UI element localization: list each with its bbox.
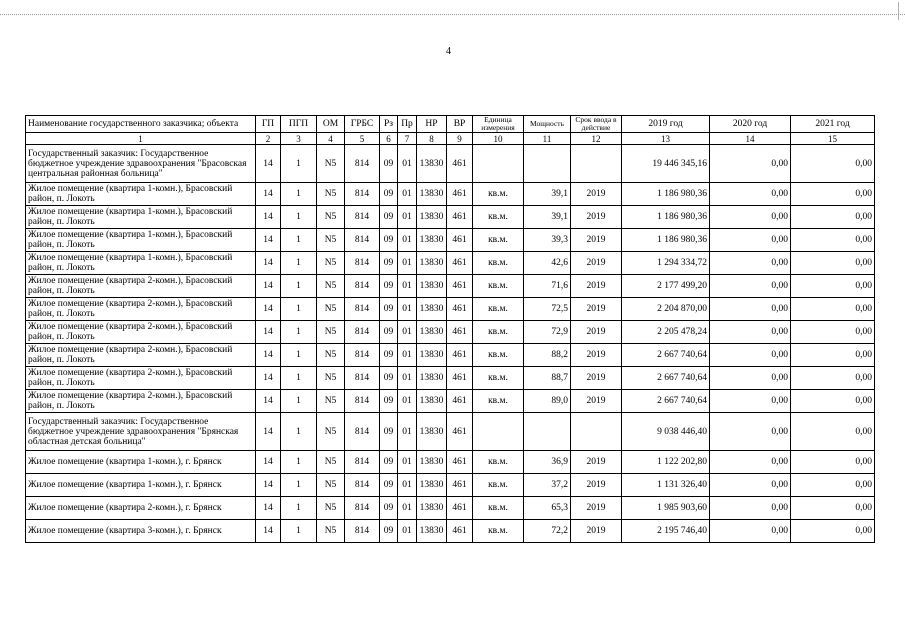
cell-2020: 0,00: [710, 367, 791, 390]
cell-2021: 0,00: [791, 321, 875, 344]
header-grbs: ГРБС: [345, 116, 380, 133]
cell-grbs: 814: [345, 183, 380, 206]
cell-nr: 13830: [417, 229, 447, 252]
header-2020: 2020 год: [710, 116, 791, 133]
cell-pr: 01: [398, 520, 417, 543]
cell-om: N5: [317, 229, 345, 252]
cell-2019: 1 122 202,80: [622, 451, 710, 474]
cell-grbs: 814: [345, 520, 380, 543]
cell-unit: кв.м.: [473, 520, 524, 543]
cell-gp: 14: [256, 474, 281, 497]
cell-power: 89,0: [524, 390, 571, 413]
cell-vr: 461: [447, 413, 473, 451]
page-number: 4: [446, 46, 451, 57]
cell-pr: 01: [398, 321, 417, 344]
cell-pr: 01: [398, 275, 417, 298]
cell-rz: 09: [380, 321, 398, 344]
table-row: [26, 183, 875, 206]
cell-rz: 09: [380, 252, 398, 275]
cell-rz: 09: [380, 206, 398, 229]
column-number: 9: [447, 133, 473, 145]
table-row: [26, 229, 875, 252]
cell-2019: 1 186 980,36: [622, 229, 710, 252]
cell-unit: [473, 413, 524, 451]
cell-gp: 14: [256, 321, 281, 344]
cell-rz: 09: [380, 298, 398, 321]
cell-grbs: 814: [345, 451, 380, 474]
cell-term: 2019: [571, 275, 622, 298]
cell-2020: 0,00: [710, 183, 791, 206]
cell-2020: 0,00: [710, 298, 791, 321]
table-row: [26, 298, 875, 321]
cell-nr: 13830: [417, 145, 447, 183]
cell-pgp: 1: [281, 520, 317, 543]
cell-power: 88,7: [524, 367, 571, 390]
column-number: 14: [710, 133, 791, 145]
cell-unit: кв.м.: [473, 252, 524, 275]
cell-grbs: 814: [345, 206, 380, 229]
table-row: [26, 367, 875, 390]
table-row: [26, 275, 875, 298]
cell-unit: кв.м.: [473, 451, 524, 474]
cell-pr: 01: [398, 497, 417, 520]
cell-nr: 13830: [417, 298, 447, 321]
cell-pr: 01: [398, 206, 417, 229]
cell-om: N5: [317, 344, 345, 367]
budget-table: [25, 115, 875, 543]
header-power: Мощность: [524, 116, 571, 133]
cell-pgp: 1: [281, 298, 317, 321]
header-term: Срок ввода в действие: [571, 116, 622, 133]
cell-2020: 0,00: [710, 229, 791, 252]
column-number: 3: [281, 133, 317, 145]
customer-group-row: [26, 413, 875, 451]
cell-pr: 01: [398, 413, 417, 451]
cell-nr: 13830: [417, 275, 447, 298]
cell-gp: 14: [256, 275, 281, 298]
cell-2021: 0,00: [791, 474, 875, 497]
cell-vr: 461: [447, 390, 473, 413]
table-row: [26, 206, 875, 229]
column-number: 15: [791, 133, 875, 145]
cell-2019: 19 446 345,16: [622, 145, 710, 183]
cell-vr: 461: [447, 321, 473, 344]
header-row: [26, 116, 875, 133]
cell-om: N5: [317, 520, 345, 543]
table-row: [26, 520, 875, 543]
scan-artifact-mark: [898, 2, 899, 20]
cell-term: 2019: [571, 344, 622, 367]
cell-2020: 0,00: [710, 321, 791, 344]
cell-power: [524, 145, 571, 183]
cell-gp: 14: [256, 390, 281, 413]
cell-power: 71,6: [524, 275, 571, 298]
cell-power: 39,1: [524, 206, 571, 229]
cell-vr: 461: [447, 367, 473, 390]
cell-power: 37,2: [524, 474, 571, 497]
cell-term: 2019: [571, 520, 622, 543]
cell-power: 65,3: [524, 497, 571, 520]
cell-vr: 461: [447, 344, 473, 367]
cell-term: 2019: [571, 390, 622, 413]
cell-2020: 0,00: [710, 520, 791, 543]
cell-term: 2019: [571, 206, 622, 229]
cell-pgp: 1: [281, 275, 317, 298]
cell-rz: 09: [380, 145, 398, 183]
cell-pgp: 1: [281, 229, 317, 252]
table-row: [26, 497, 875, 520]
column-number: 7: [398, 133, 417, 145]
cell-om: N5: [317, 183, 345, 206]
cell-pgp: 1: [281, 206, 317, 229]
cell-unit: кв.м.: [473, 275, 524, 298]
cell-gp: 14: [256, 145, 281, 183]
row-name: Жилое помещение (квартира 1-комн.), Брасовский район, п. Локоть: [26, 252, 256, 275]
cell-rz: 09: [380, 367, 398, 390]
cell-nr: 13830: [417, 367, 447, 390]
cell-gp: 14: [256, 206, 281, 229]
cell-rz: 09: [380, 451, 398, 474]
cell-pgp: 1: [281, 321, 317, 344]
cell-2021: 0,00: [791, 520, 875, 543]
cell-pgp: 1: [281, 451, 317, 474]
cell-gp: 14: [256, 413, 281, 451]
scan-artifact-line: [0, 14, 905, 15]
row-name: Государственный заказчик: Государственное бюджетное учреждение здравоохранения "Брянская областная детская больница": [26, 413, 256, 451]
cell-om: N5: [317, 206, 345, 229]
cell-nr: 13830: [417, 497, 447, 520]
table-row: [26, 252, 875, 275]
cell-2019: 1 294 334,72: [622, 252, 710, 275]
cell-2019: 2 667 740,64: [622, 367, 710, 390]
cell-2019: 2 177 499,20: [622, 275, 710, 298]
cell-unit: кв.м.: [473, 474, 524, 497]
column-number: 1: [26, 133, 256, 145]
cell-unit: кв.м.: [473, 206, 524, 229]
cell-om: N5: [317, 252, 345, 275]
cell-grbs: 814: [345, 252, 380, 275]
cell-unit: [473, 145, 524, 183]
cell-2020: 0,00: [710, 275, 791, 298]
cell-nr: 13830: [417, 413, 447, 451]
cell-term: 2019: [571, 497, 622, 520]
cell-grbs: 814: [345, 321, 380, 344]
cell-vr: 461: [447, 451, 473, 474]
cell-grbs: 814: [345, 367, 380, 390]
cell-power: 42,6: [524, 252, 571, 275]
cell-term: 2019: [571, 229, 622, 252]
cell-2021: 0,00: [791, 206, 875, 229]
cell-rz: 09: [380, 183, 398, 206]
cell-unit: кв.м.: [473, 344, 524, 367]
cell-2021: 0,00: [791, 183, 875, 206]
cell-gp: 14: [256, 229, 281, 252]
cell-pgp: 1: [281, 252, 317, 275]
row-name: Жилое помещение (квартира 1-комн.), г. Брянск: [26, 474, 256, 497]
cell-vr: 461: [447, 298, 473, 321]
cell-gp: 14: [256, 451, 281, 474]
cell-gp: 14: [256, 344, 281, 367]
cell-2020: 0,00: [710, 252, 791, 275]
cell-vr: 461: [447, 229, 473, 252]
cell-2021: 0,00: [791, 145, 875, 183]
header-om: ОМ: [317, 116, 345, 133]
cell-2021: 0,00: [791, 367, 875, 390]
cell-rz: 09: [380, 497, 398, 520]
cell-power: 39,1: [524, 183, 571, 206]
cell-grbs: 814: [345, 298, 380, 321]
cell-om: N5: [317, 298, 345, 321]
cell-pr: 01: [398, 145, 417, 183]
cell-om: N5: [317, 474, 345, 497]
cell-power: 72,2: [524, 520, 571, 543]
cell-2020: 0,00: [710, 206, 791, 229]
cell-rz: 09: [380, 520, 398, 543]
cell-power: 88,2: [524, 344, 571, 367]
cell-om: N5: [317, 451, 345, 474]
cell-pgp: 1: [281, 145, 317, 183]
column-number: 10: [473, 133, 524, 145]
cell-nr: 13830: [417, 390, 447, 413]
cell-pr: 01: [398, 344, 417, 367]
cell-nr: 13830: [417, 206, 447, 229]
cell-2019: 9 038 446,40: [622, 413, 710, 451]
cell-pr: 01: [398, 367, 417, 390]
cell-om: N5: [317, 321, 345, 344]
cell-nr: 13830: [417, 344, 447, 367]
cell-pgp: 1: [281, 344, 317, 367]
cell-rz: 09: [380, 275, 398, 298]
cell-power: 36,9: [524, 451, 571, 474]
cell-grbs: 814: [345, 413, 380, 451]
cell-power: 72,5: [524, 298, 571, 321]
header-rz: Рз: [380, 116, 398, 133]
cell-pgp: 1: [281, 367, 317, 390]
cell-term: 2019: [571, 451, 622, 474]
cell-2020: 0,00: [710, 145, 791, 183]
cell-pr: 01: [398, 252, 417, 275]
row-name: Жилое помещение (квартира 2-комн.), Брасовский район, п. Локоть: [26, 390, 256, 413]
cell-unit: кв.м.: [473, 367, 524, 390]
header-nr: НР: [417, 116, 447, 133]
cell-unit: кв.м.: [473, 229, 524, 252]
column-number: 4: [317, 133, 345, 145]
column-number: 12: [571, 133, 622, 145]
cell-power: [524, 413, 571, 451]
cell-nr: 13830: [417, 183, 447, 206]
cell-vr: 461: [447, 145, 473, 183]
cell-rz: 09: [380, 390, 398, 413]
cell-nr: 13830: [417, 474, 447, 497]
row-name: Жилое помещение (квартира 2-комн.), Брасовский район, п. Локоть: [26, 275, 256, 298]
row-name: Жилое помещение (квартира 2-комн.), Брасовский район, п. Локоть: [26, 298, 256, 321]
column-number-row: [26, 133, 875, 145]
column-number: 13: [622, 133, 710, 145]
cell-rz: 09: [380, 229, 398, 252]
table-row: [26, 321, 875, 344]
cell-gp: 14: [256, 183, 281, 206]
row-name: Жилое помещение (квартира 1-комн.), Брасовский район, п. Локоть: [26, 206, 256, 229]
cell-pr: 01: [398, 390, 417, 413]
header-2019: 2019 год: [622, 116, 710, 133]
cell-2020: 0,00: [710, 451, 791, 474]
cell-2020: 0,00: [710, 497, 791, 520]
header-pr: Пр: [398, 116, 417, 133]
cell-2019: 1 186 980,36: [622, 183, 710, 206]
cell-2021: 0,00: [791, 298, 875, 321]
cell-2020: 0,00: [710, 474, 791, 497]
cell-2020: 0,00: [710, 344, 791, 367]
cell-pgp: 1: [281, 413, 317, 451]
cell-om: N5: [317, 390, 345, 413]
cell-2021: 0,00: [791, 275, 875, 298]
cell-term: 2019: [571, 252, 622, 275]
cell-rz: 09: [380, 474, 398, 497]
cell-2021: 0,00: [791, 252, 875, 275]
row-name: Жилое помещение (квартира 1-комн.), Брасовский район, п. Локоть: [26, 183, 256, 206]
cell-pgp: 1: [281, 474, 317, 497]
cell-pr: 01: [398, 451, 417, 474]
cell-pr: 01: [398, 183, 417, 206]
cell-grbs: 814: [345, 145, 380, 183]
cell-pgp: 1: [281, 497, 317, 520]
cell-om: N5: [317, 413, 345, 451]
cell-vr: 461: [447, 183, 473, 206]
row-name: Жилое помещение (квартира 2-комн.), Брасовский район, п. Локоть: [26, 321, 256, 344]
cell-gp: 14: [256, 367, 281, 390]
cell-2019: 2 204 870,00: [622, 298, 710, 321]
cell-grbs: 814: [345, 474, 380, 497]
cell-pr: 01: [398, 298, 417, 321]
cell-vr: 461: [447, 474, 473, 497]
cell-unit: кв.м.: [473, 497, 524, 520]
cell-2019: 2 667 740,64: [622, 390, 710, 413]
cell-power: 39,3: [524, 229, 571, 252]
cell-om: N5: [317, 497, 345, 520]
cell-2019: 2 667 740,64: [622, 344, 710, 367]
cell-term: 2019: [571, 321, 622, 344]
cell-term: 2019: [571, 183, 622, 206]
row-name: Жилое помещение (квартира 1-комн.), г. Брянск: [26, 451, 256, 474]
cell-gp: 14: [256, 520, 281, 543]
row-name: Жилое помещение (квартира 2-комн.), Брасовский район, п. Локоть: [26, 367, 256, 390]
cell-2020: 0,00: [710, 413, 791, 451]
cell-2021: 0,00: [791, 229, 875, 252]
table-row: [26, 474, 875, 497]
cell-vr: 461: [447, 252, 473, 275]
cell-grbs: 814: [345, 344, 380, 367]
cell-grbs: 814: [345, 229, 380, 252]
cell-pgp: 1: [281, 390, 317, 413]
cell-power: 72,9: [524, 321, 571, 344]
cell-om: N5: [317, 367, 345, 390]
cell-2021: 0,00: [791, 451, 875, 474]
header-unit: Единица измерения: [473, 116, 524, 133]
cell-2021: 0,00: [791, 413, 875, 451]
cell-vr: 461: [447, 497, 473, 520]
row-name: Жилое помещение (квартира 1-комн.), Брасовский район, п. Локоть: [26, 229, 256, 252]
cell-2019: 1 131 326,40: [622, 474, 710, 497]
cell-rz: 09: [380, 413, 398, 451]
cell-2021: 0,00: [791, 344, 875, 367]
cell-2021: 0,00: [791, 390, 875, 413]
cell-gp: 14: [256, 298, 281, 321]
cell-vr: 461: [447, 520, 473, 543]
column-number: 5: [345, 133, 380, 145]
cell-pr: 01: [398, 229, 417, 252]
cell-term: 2019: [571, 298, 622, 321]
table-row: [26, 390, 875, 413]
row-name: Жилое помещение (квартира 3-комн.), г. Брянск: [26, 520, 256, 543]
cell-grbs: 814: [345, 275, 380, 298]
header-gp: ГП: [256, 116, 281, 133]
cell-unit: кв.м.: [473, 390, 524, 413]
cell-unit: кв.м.: [473, 298, 524, 321]
column-number: 6: [380, 133, 398, 145]
cell-vr: 461: [447, 206, 473, 229]
column-number: 8: [417, 133, 447, 145]
cell-grbs: 814: [345, 390, 380, 413]
cell-gp: 14: [256, 497, 281, 520]
cell-om: N5: [317, 145, 345, 183]
table-row: [26, 451, 875, 474]
cell-2021: 0,00: [791, 497, 875, 520]
customer-group-row: [26, 145, 875, 183]
cell-rz: 09: [380, 344, 398, 367]
cell-nr: 13830: [417, 252, 447, 275]
cell-unit: кв.м.: [473, 183, 524, 206]
cell-term: [571, 413, 622, 451]
header-vr: ВР: [447, 116, 473, 133]
cell-term: [571, 145, 622, 183]
column-number: 11: [524, 133, 571, 145]
cell-term: 2019: [571, 474, 622, 497]
row-name: Жилое помещение (квартира 2-комн.), г. Брянск: [26, 497, 256, 520]
header-name: Наименование государственного заказчика; объекта: [26, 116, 256, 133]
cell-pgp: 1: [281, 183, 317, 206]
column-number: 2: [256, 133, 281, 145]
table-row: [26, 344, 875, 367]
cell-2019: 1 186 980,36: [622, 206, 710, 229]
row-name: Государственный заказчик: Государственное бюджетное учреждение здравоохранения "Брасовская центральная районная больница": [26, 145, 256, 183]
cell-gp: 14: [256, 252, 281, 275]
cell-nr: 13830: [417, 520, 447, 543]
header-pgp: ПГП: [281, 116, 317, 133]
cell-pr: 01: [398, 474, 417, 497]
cell-vr: 461: [447, 275, 473, 298]
header-2021: 2021 год: [791, 116, 875, 133]
cell-unit: кв.м.: [473, 321, 524, 344]
cell-2019: 2 195 746,40: [622, 520, 710, 543]
cell-2020: 0,00: [710, 390, 791, 413]
cell-2019: 2 205 478,24: [622, 321, 710, 344]
row-name: Жилое помещение (квартира 2-комн.), Брасовский район, п. Локоть: [26, 344, 256, 367]
cell-2019: 1 985 903,60: [622, 497, 710, 520]
cell-term: 2019: [571, 367, 622, 390]
cell-grbs: 814: [345, 497, 380, 520]
cell-om: N5: [317, 275, 345, 298]
cell-nr: 13830: [417, 451, 447, 474]
cell-nr: 13830: [417, 321, 447, 344]
